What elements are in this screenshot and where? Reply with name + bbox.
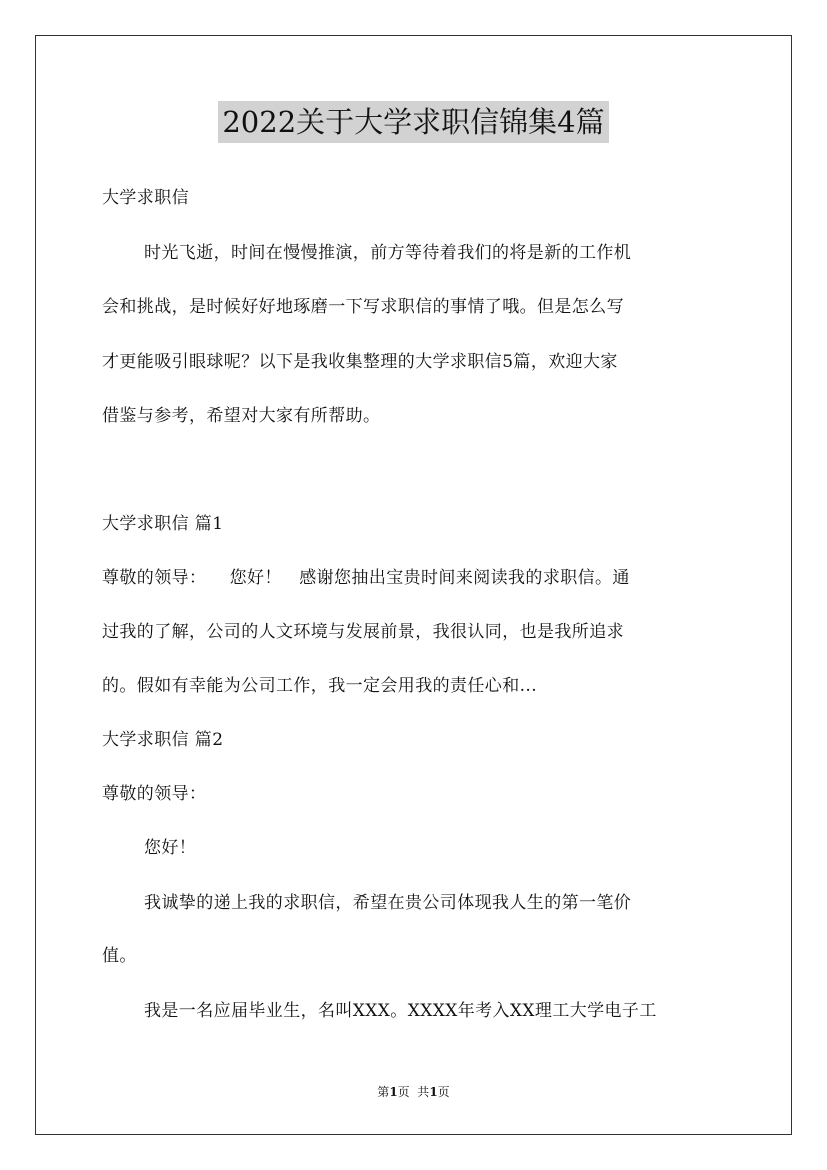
article2-greeting: 您好！ xyxy=(144,838,197,858)
title-wrap xyxy=(0,101,827,143)
footer-page-number: 1 xyxy=(389,1085,398,1099)
intro-line-1: 时光飞逝，时间在慢慢推演，前方等待着我们的将是新的工作机 xyxy=(144,243,632,263)
page-footer xyxy=(0,1083,827,1100)
intro-line-2: 会和挑战，是时候好好地琢磨一下写求职信的事情了哦。但是怎么写 xyxy=(102,297,624,317)
article2-p1-line-1: 我诚挚的递上我的求职信，希望在贵公司体现我人生的第一笔价 xyxy=(144,893,632,913)
section-heading-article-2: 大学求职信 篇2 xyxy=(102,730,224,750)
footer-page-mid: 页 共 xyxy=(397,1085,430,1099)
article2-p1-line-2: 值。 xyxy=(102,946,137,966)
intro-line-3: 才更能吸引眼球呢？以下是我收集整理的大学求职信5篇，欢迎大家 xyxy=(102,352,618,372)
footer-page-total: 1 xyxy=(429,1085,438,1099)
document-title: 2022关于大学求职信锦集4篇 xyxy=(218,101,608,143)
article1-line-2: 过我的了解，公司的人文环境与发展前景，我很认同，也是我所追求 xyxy=(102,622,624,642)
section-heading-article-1: 大学求职信 篇1 xyxy=(102,514,224,534)
article2-salutation: 尊敬的领导： xyxy=(102,784,207,804)
article2-p2-line-1: 我是一名应届毕业生，名叫XXX。XXXX年考入XX理工大学电子工 xyxy=(144,1001,657,1021)
footer-page-suffix: 页 xyxy=(437,1085,450,1099)
footer-page-prefix: 第 xyxy=(377,1085,390,1099)
article1-line-3: 的。假如有幸能为公司工作，我一定会用我的责任心和... xyxy=(102,676,538,696)
intro-line-4: 借鉴与参考，希望对大家有所帮助。 xyxy=(102,406,381,426)
section-heading-intro: 大学求职信 xyxy=(102,188,189,208)
article1-line-1: 尊敬的领导： 您好！ 感谢您抽出宝贵时间来阅读我的求职信。通 xyxy=(102,568,630,588)
